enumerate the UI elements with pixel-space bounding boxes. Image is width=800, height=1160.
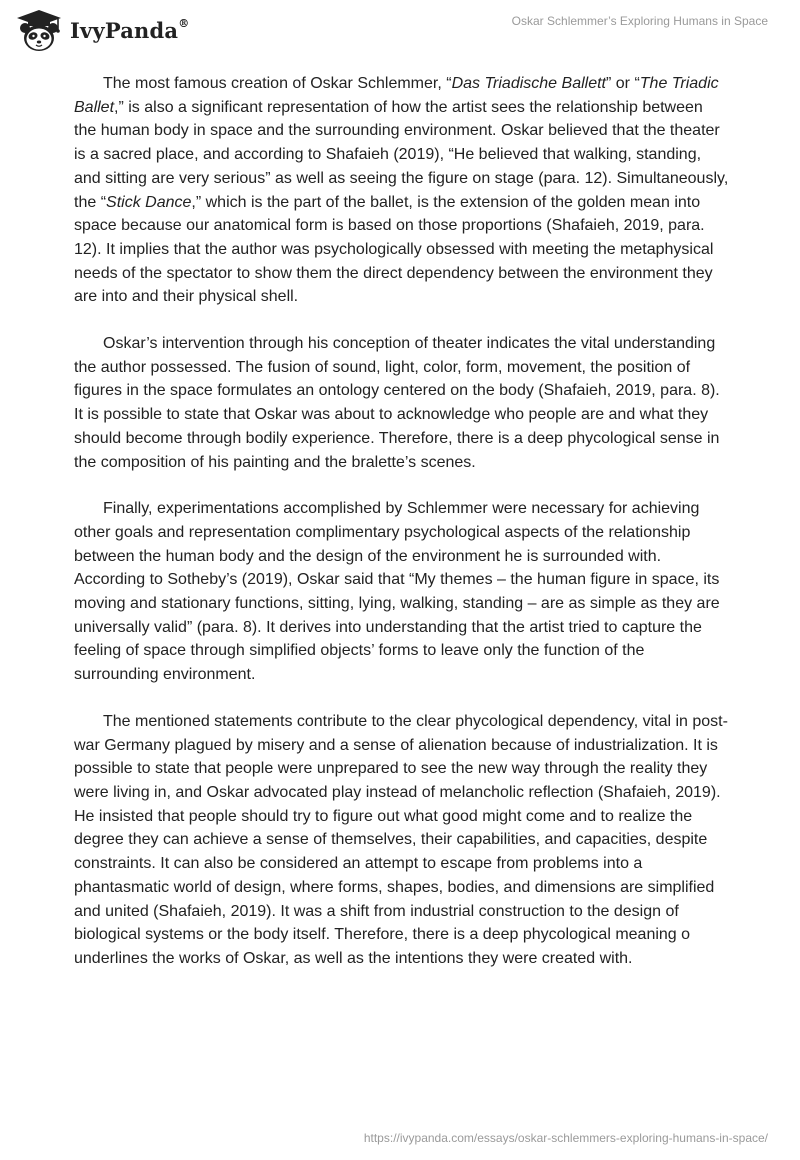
paragraph-4 xyxy=(74,710,729,971)
italic-title-text: The Triadic Ballet xyxy=(74,75,719,116)
paragraph-text: The mentioned statements contribute to the clear phycological dependency, vital in post-war Germany plagued by misery and a sense of alienation because of industrialization. It is possible to state that people were unprepared to see the new way through the reality they were living in, and Oskar advocated play instead of melancholic reflection (Shafaieh, 2019). He insisted that people should try to figure out what good might come and to realize the degree they can achieve a sense of themselves, their capabilities, and capacities, despite constraints. It can also be considered an attempt to escape from problems into a phantasmatic world of design, where forms, shapes, bodies, and dimensions are simplified and united (Shafaieh, 2019). It was a shift from industrial construction to the design of biological systems or the body itself. Therefore, there is a deep phycological meaning o underlines the works of Oskar, as well as the intentions they were created with. xyxy=(74,712,728,967)
paragraph-text: Oskar’s intervention through his conception of theater indicates the vital understanding the author possessed. The fusion of sound, light, color, form, movement, the position of figures in the space formulates an ontology centered on the body (Shafaieh, 2019, para. 8). It is possible to state that Oskar was about to acknowledge who people are and what they should become through bodily experience. Therefore, there is a deep phycological sense in the composition of his painting and the bralette’s scenes. xyxy=(74,335,720,471)
ivypanda-logo[interactable] xyxy=(14,8,189,54)
essay-body xyxy=(74,72,729,994)
brand-name: IvyPanda® xyxy=(70,16,190,43)
paragraph-text: Finally, experimentations accomplished by Schlemmer were necessary for achieving other goals and representation complimentary psychological aspects of the relationship between the human body and the design of the environment he is surrounded with. According to Sotheby’s (2019), Oskar said that “My themes – the human figure in space, its moving and stationary functions, sitting, lying, walking, standing – are as simple as they are universally valid” (para. 8). It derives into understanding that the artist tried to capture the feeling of space through simplified objects’ forms to leave only the function of the surrounding environment. xyxy=(74,500,720,684)
paragraph-text: ,” which is the part of the ballet, is the extension of the golden mean into space because our anatomical form is based on those proportions (Shafaieh, 2019, para. 12). It implies that the author was psychologically obsessed with meeting the metaphysical needs of the spectator to show them the direct dependency between the environment they are into and their physical shell. xyxy=(74,193,714,306)
paragraph-text: The most famous creation of Oskar Schlemmer, “ xyxy=(103,75,452,92)
italic-title-text: Das Triadische Ballett xyxy=(451,75,606,92)
italic-title-text: Stick Dance xyxy=(106,193,192,211)
paragraph-text: ,” is also a significant representation of how the artist sees the relationship between the human body in space and the surrounding environment. Oskar believed that the theater is a sacred place, and according to Shafaieh (2019), “He believed that walking, standing, and sitting are very serious” as well as seeing the figure on stage (para. 12). Simultaneously, the “ xyxy=(74,98,729,211)
paragraph-2 xyxy=(74,332,729,474)
paragraph-text: ” or “ xyxy=(606,75,640,92)
registered-mark: ® xyxy=(178,16,190,30)
panda-graduate-icon xyxy=(14,8,64,54)
paragraph-1 xyxy=(74,72,729,309)
page-header xyxy=(0,0,800,60)
document-title: Oskar Schlemmer’s Exploring Humans in Space xyxy=(511,14,768,28)
source-url[interactable]: https://ivypanda.com/essays/oskar-schlemmers-exploring-humans-in-space/ xyxy=(363,1131,768,1145)
paragraph-3 xyxy=(74,497,729,687)
